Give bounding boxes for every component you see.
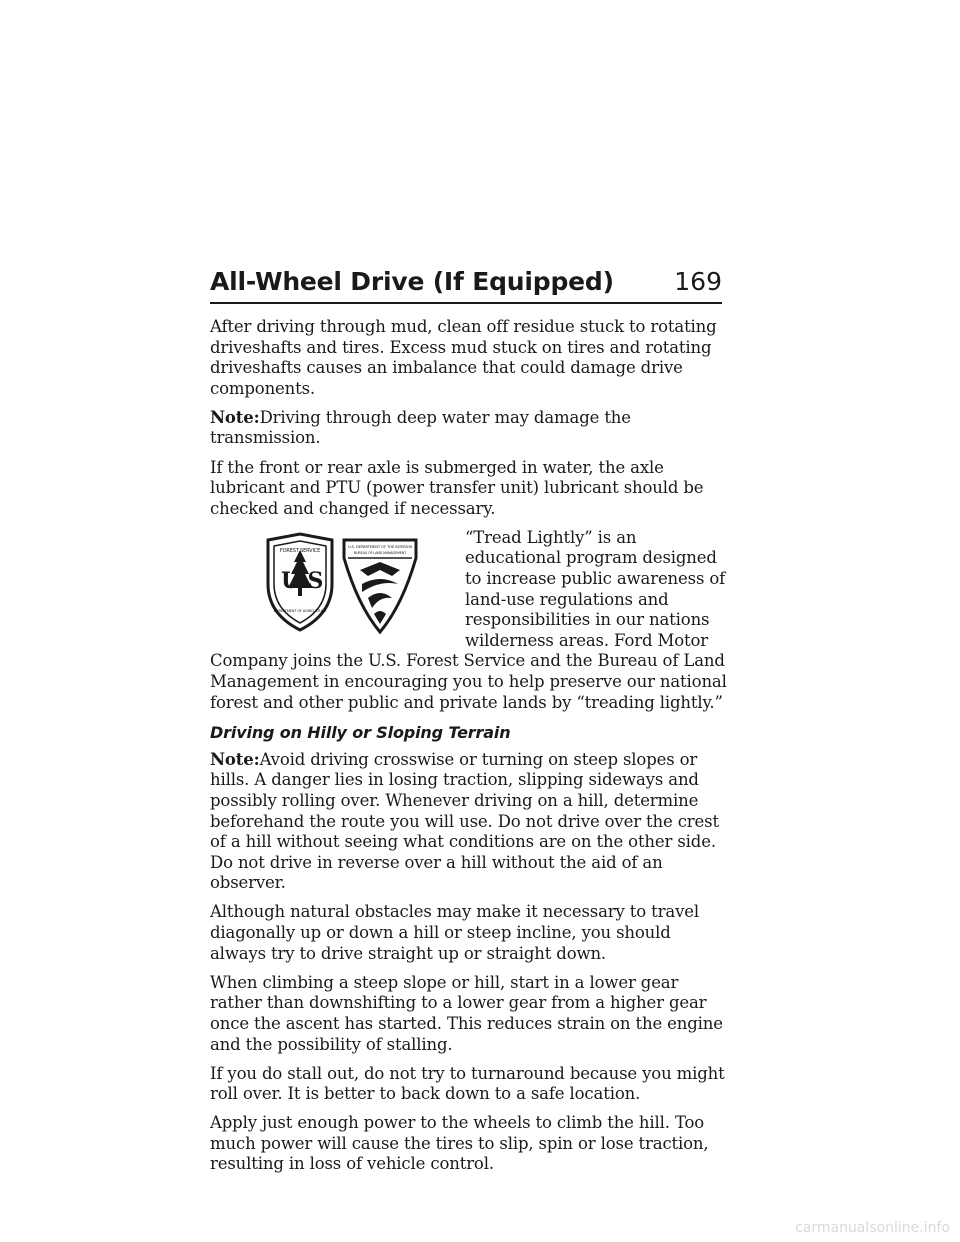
paragraph-stall: If you do stall out, do not try to turnaround because you might roll over. It is better to back down to a safe location. [210, 1063, 725, 1104]
blm-department: U.S. DEPARTMENT OF THE INTERIOR [347, 543, 413, 549]
blm-name: BUREAU OF LAND MANAGEMENT [353, 550, 407, 555]
section-subheading: Driving on Hilly or Sloping Terrain [210, 723, 511, 743]
section-title: All-Wheel Drive (If Equipped) [210, 267, 614, 296]
note-deep-water [210, 408, 730, 449]
agency-logos [210, 532, 457, 640]
page-content [210, 317, 730, 1184]
paragraph-power: Apply just enough power to the wheels to climb the hill. Too much power will cause the tires to slip, spin or lose traction, resulting in loss of vehicle control. [210, 1113, 709, 1174]
watermark: carmanualsonline.info [795, 1220, 950, 1236]
header-divider [210, 302, 722, 304]
note-label: Note: [210, 749, 260, 769]
bureau-of-land-management-shield-icon [342, 536, 418, 636]
forest-service-initials: U S [281, 567, 324, 594]
paragraph-mud: After driving through mud, clean off residue stuck to rotating driveshafts and tires. Excess mud stuck on tires and rotating driveshafts causes an imbalance that could damage drive components. [210, 317, 717, 398]
forest-service-name: FOREST SERVICE [279, 547, 321, 554]
forest-service-department: DEPARTMENT OF AGRICULTURE [273, 608, 327, 613]
forest-service-shield-icon [264, 532, 336, 632]
note-text: Driving through deep water may damage the transmission. [210, 407, 631, 448]
note-text: Avoid driving crosswise or turning on steep slopes or hills. A danger lies in losing traction, slipping sideways and possibly rolling over. Whenever driving on a hill, determine beforehand the route you will use. Do not drive over the crest of a hill without seeing what conditions are on the other side. Do not drive in reverse over a hill without the aid of an observer. [210, 749, 719, 893]
note-label: Note: [210, 407, 260, 427]
note-hilly-terrain [210, 750, 730, 894]
paragraph-tread-lightly: “Tread Lightly” is an educational program designed to increase public awareness of land-use regulations and responsibilities in our nations wilderness areas. Ford Motor Company joins the U.S. Forest Service and the Bureau of Land Management in encouraging you to help preserve our national forest and other public and private lands by “treading lightly.” [210, 527, 727, 712]
page-number: 169 [674, 267, 722, 296]
paragraph-diagonal: Although natural obstacles may make it necessary to travel diagonally up or down a hill or steep incline, you should always try to drive straight up or straight down. [210, 902, 699, 963]
paragraph-climbing: When climbing a steep slope or hill, start in a lower gear rather than downshifting to a lower gear from a higher gear once the ascent has started. This reduces strain on the engine and the possibility of stalling. [210, 972, 723, 1054]
page-header [210, 256, 722, 296]
tread-lightly-block [210, 528, 730, 713]
paragraph-axle: If the front or rear axle is submerged in water, the axle lubricant and PTU (power transfer unit) lubricant should be checked and changed if necessary. [210, 457, 704, 518]
